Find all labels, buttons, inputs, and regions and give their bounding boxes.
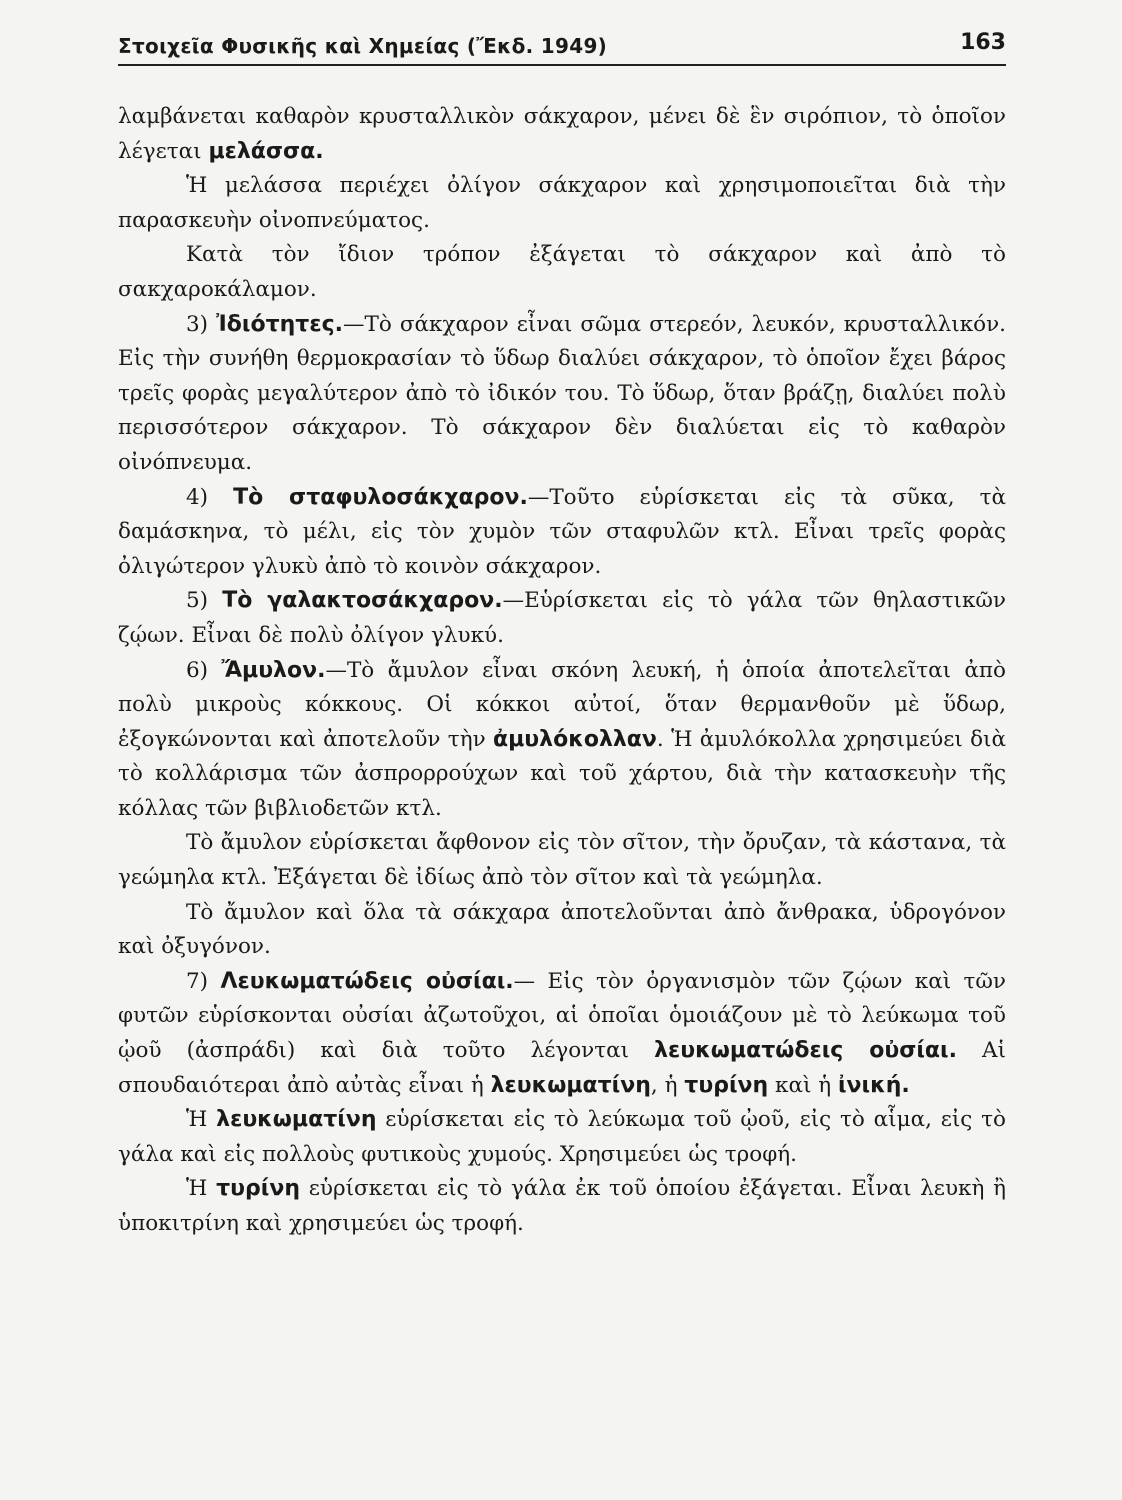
text-run: , ἡ — [650, 1072, 685, 1098]
paragraph — [118, 1103, 1006, 1172]
text-run: —Τὸ σάκχαρον εἶναι σῶμα στερεόν, λευκόν, κρυσταλλικόν. Εἰς τὴν συνήθη θερμοκρασίαν τὸ ὕδωρ διαλύει σάκχαρον, τὸ ὁποῖον ἔχει βάρος τρεῖς φορὰς μεγαλύτερον ἀπὸ τὸ ἰδικόν του. Τὸ ὕδωρ, ὅταν βράζῃ, διαλύει πολὺ περισσότερον σάκχαρον. Τὸ σάκχαρον δὲν διαλύεται εἰς τὸ καθαρὸν οἰνόπνευμα. — [118, 311, 1007, 475]
text-run: Ἡ μελάσσα περιέχει ὀλίγον σάκχαρον καὶ χρησιμοποιεῖται διὰ τὴν παρασκευὴν οἰνοπνεύματος. — [118, 173, 1006, 233]
page-number: 163 — [960, 30, 1006, 55]
text-run: Κατὰ τὸν ἴδιον τρόπον ἐξάγεται τὸ σάκχαρον καὶ ἀπὸ τὸ σακχαροκάλαμον. — [118, 242, 1006, 302]
paragraph — [118, 481, 1006, 585]
page-body — [118, 100, 1006, 1242]
text-run: Τὸ ἄμυλον εὑρίσκεται ἄφθονον εἰς τὸν σῖτον, τὴν ὄρυζαν, τὰ κάστανα, τὰ γεώμηλα κτλ. Ἐξάγεται δὲ ἰδίως ἀπὸ τὸν σῖτον καὶ τὰ γεώμηλα. — [118, 830, 1006, 891]
paragraph — [118, 100, 1006, 169]
section-heading: Ἰδιότητες. — [216, 311, 343, 337]
bold-term: λευκωματίνη — [490, 1072, 651, 1098]
bold-term: ἀμυλόκολλαν — [493, 726, 657, 752]
section-number: 3) — [186, 311, 217, 337]
text-run: Τὸ ἄμυλον καὶ ὅλα τὰ σάκχαρα ἀποτελοῦνται ἀπὸ ἄνθρακα, ὑδρογόνον καὶ ὀξυγόνον. — [118, 899, 1006, 960]
text-run: . Ἡ ἀμυλόκολλα χρησιμεύει διὰ τὸ κολλάρισμα τῶν ἀσπρορρούχων καὶ τοῦ χάρτου, διὰ τὴν κατασκευὴν τῆς κόλλας τῶν βιβλιοδετῶν κτλ. — [118, 726, 1006, 821]
text-run: Αἱ σπουδαιότεραι ἀπὸ αὐτὰς εἶναι ἡ — [118, 1038, 1006, 1098]
paragraph — [118, 584, 1006, 653]
bold-term: μελάσσα. — [208, 138, 324, 164]
bold-term: τυρίνη — [684, 1072, 769, 1098]
section-number: 5) — [186, 588, 223, 614]
page-header — [118, 30, 1006, 66]
section-heading: Τὸ σταφυλοσάκχαρον. — [233, 484, 528, 510]
bold-term: λευκωματίνη — [216, 1107, 377, 1133]
running-title: Στοιχεῖα Φυσικῆς καὶ Χημείας (Ἔκδ. 1949) — [118, 34, 608, 58]
text-run: εὑρίσκεται εἰς τὸ γάλα ἐκ τοῦ ὁποίου ἐξάγεται. Εἶναι λευκὴ ἢ ὑποκιτρίνη καὶ χρησιμεύει ὡς τροφή. — [118, 1176, 1006, 1236]
text-run: — Εἰς τὸν ὀργανισμὸν τῶν ζῴων καὶ τῶν φυτῶν εὑρίσκονται οὐσίαι ἀζωτοῦχοι, αἱ ὁποῖαι ὁμοιάζουν μὲ τὸ λεύκωμα τοῦ ᾠοῦ (ἀσπράδι) καὶ διὰ τοῦτο λέγονται — [118, 968, 1006, 1064]
section-heading: Ἄμυλον. — [221, 657, 326, 683]
section-heading: Τὸ γαλακτοσάκχαρον. — [222, 588, 503, 614]
paragraph — [118, 238, 1006, 307]
text-run: Ἡ — [186, 1107, 217, 1133]
bold-term: τυρίνη — [216, 1176, 300, 1202]
text-run: Ἡ — [186, 1176, 217, 1202]
bold-term: ἰνική. — [837, 1072, 910, 1098]
paragraph — [118, 654, 1006, 827]
text-run: λαμβάνεται καθαρὸν κρυσταλλικὸν σάκχαρον, μένει δὲ ἓν σιρόπιον, τὸ ὁποῖον λέγεται — [118, 104, 1006, 164]
paragraph — [118, 308, 1006, 481]
section-number: 6) — [186, 657, 222, 683]
text-run: —Τὸ ἄμυλον εἶναι σκόνη λευκή, ἡ ὁποία ἀποτελεῖται ἀπὸ πολὺ μικροὺς κόκκους. Οἱ κόκκοι αὐτοί, ὅταν θερμανθοῦν μὲ ὕδωρ, ἐξογκώνονται καὶ ἀποτελοῦν τὴν — [118, 657, 1006, 752]
section-heading: Λευκωματώδεις οὐσίαι. — [220, 968, 514, 994]
text-run: —Εὑρίσκεται εἰς τὸ γάλα τῶν θηλαστικῶν ζῴων. Εἶναι δὲ πολὺ ὀλίγον γλυκύ. — [118, 588, 1007, 648]
section-number: 7) — [186, 968, 221, 994]
section-number: 4) — [186, 484, 234, 510]
paragraph — [118, 965, 1006, 1103]
paragraph — [118, 169, 1006, 238]
text-run: καὶ ἡ — [768, 1072, 838, 1098]
bold-term: λευκωματώδεις οὐσίαι. — [654, 1038, 957, 1064]
text-run: εὑρίσκεται εἰς τὸ λεύκωμα τοῦ ᾠοῦ, εἰς τὸ αἷμα, εἰς τὸ γάλα καὶ εἰς πολλοὺς φυτικοὺς χυμούς. Χρησιμεύει ὡς τροφή. — [118, 1107, 1006, 1167]
text-run: —Τοῦτο εὑρίσκεται εἰς τὰ σῦκα, τὰ δαμάσκηνα, τὸ μέλι, εἰς τὸν χυμὸν τῶν σταφυλῶν κτλ. Εἶναι τρεῖς φορὰς ὀλιγώτερον γλυκὺ ἀπὸ τὸ κοινὸν σάκχαρον. — [118, 484, 1006, 579]
paragraph — [118, 896, 1006, 965]
paragraph — [118, 1172, 1006, 1241]
paragraph — [118, 826, 1006, 895]
